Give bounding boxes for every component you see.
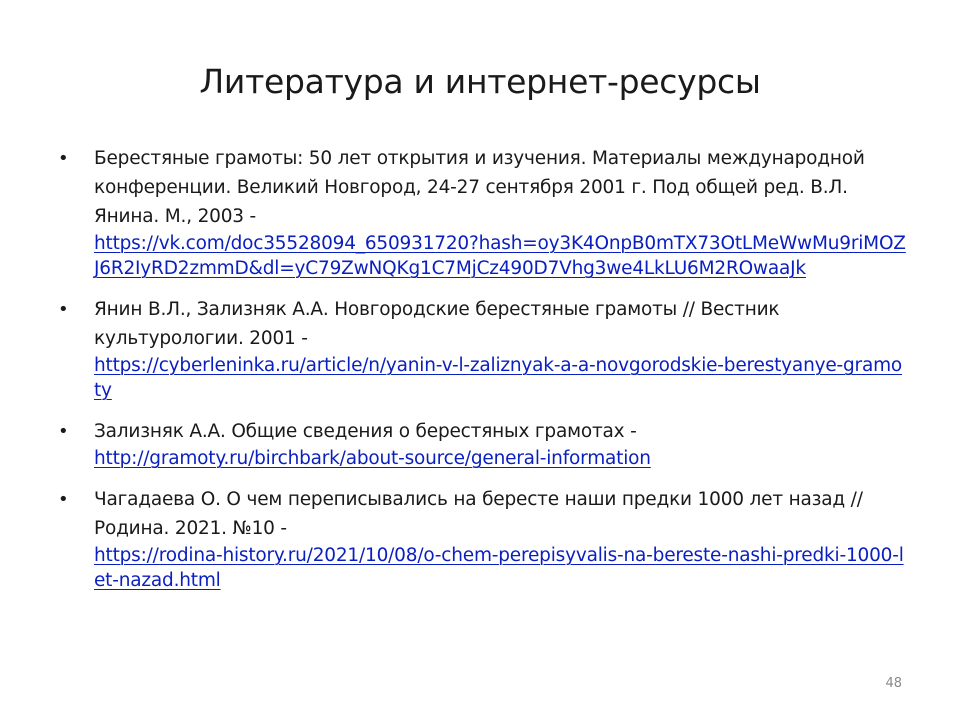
reference-text: Берестяные грамоты: 50 лет открытия и изучения. Материалы международной конференции. Великий Новгород, 24-27 сентября 2001 г. Под общей ред. В.Л. Янина. М., 2003 - xyxy=(94,148,865,227)
reference-item xyxy=(58,144,908,281)
reference-text: Зализняк А.А. Общие сведения о берестяных грамотах - xyxy=(94,421,637,442)
reference-item xyxy=(58,485,908,593)
page-number: 48 xyxy=(885,676,902,691)
reference-item xyxy=(58,417,908,471)
reference-link[interactable]: https://cyberleninka.ru/article/n/yanin-v-l-zaliznyak-a-a-novgorodskie-berestyanye-gramoty xyxy=(94,355,903,401)
bullet-icon: • xyxy=(58,421,69,442)
bullet-icon: • xyxy=(58,299,69,320)
reference-text: Янин В.Л., Зализняк А.А. Новгородские берестяные грамоты // Вестник культурологии. 2001 - xyxy=(94,299,780,349)
slide-title: Литература и интернет-ресурсы xyxy=(199,62,761,101)
reference-link[interactable]: https://rodina-history.ru/2021/10/08/o-chem-perepisyvalis-na-bereste-nashi-predki-1000-let-nazad.html xyxy=(94,545,904,591)
reference-link[interactable]: http://gramoty.ru/birchbark/about-source/general-information xyxy=(94,448,651,469)
reference-text: Чагадаева О. О чем переписывались на бересте наши предки 1000 лет назад // Родина. 2021. №10 - xyxy=(94,489,863,539)
reference-list xyxy=(58,144,908,607)
bullet-icon: • xyxy=(58,148,69,169)
bullet-icon: • xyxy=(58,489,69,510)
reference-link[interactable]: https://vk.com/doc35528094_650931720?hash=oy3K4OnpB0mTX73OtLMeWwMu9riMOZJ6R2IyRD2zmmD&dl=yC79ZwNQKg1C7MjCz490D7Vhg3we4LkLU6M2ROwaaJk xyxy=(94,233,906,279)
reference-item xyxy=(58,295,908,403)
